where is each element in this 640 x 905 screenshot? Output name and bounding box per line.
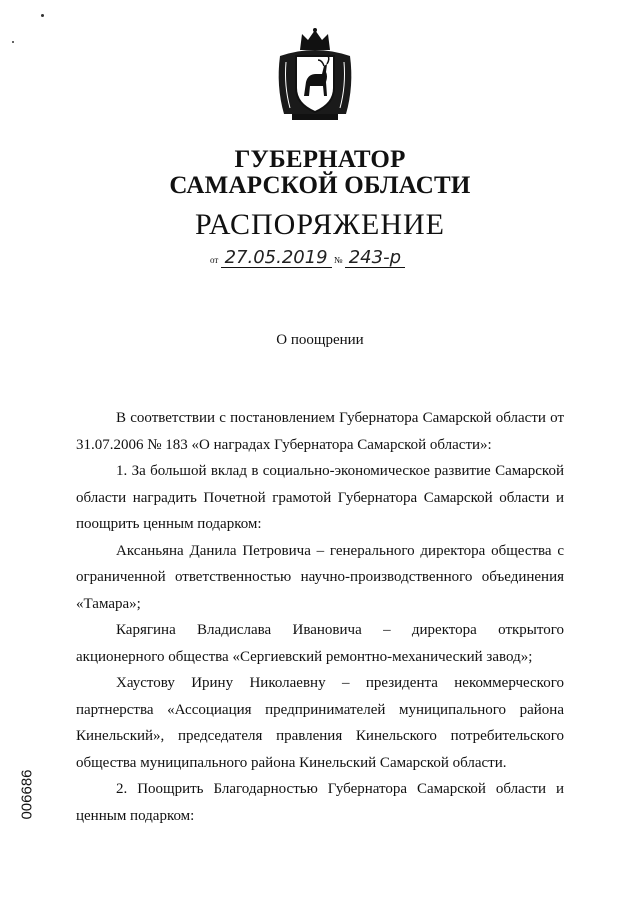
- paragraph-item-2: 2. Поощрить Благодарностью Губернатора Самарской области и ценным подарком:: [76, 781, 564, 824]
- document-number: 243-р: [345, 249, 405, 268]
- serial-number-text: 006686: [18, 769, 36, 820]
- awardee-paragraph: Хаустову Ирину Николаевну – президента некоммерческого партнерства «Ассоциация предпринимателей муниципального района Кинельский», председателя правления Кинельского потребительского общества муниципального района Кинельский Самарской области.: [76, 675, 564, 771]
- samara-coat-of-arms-icon: [272, 26, 358, 126]
- document-type: РАСПОРЯЖЕНИЕ: [194, 208, 446, 241]
- issuer-title-line1: ГУБЕРНАТОР: [234, 146, 406, 173]
- awardee-paragraph: Карягина Владислава Ивановича – директора открытого акционерного общества «Сергиевский ремонтно-механический завод»;: [76, 622, 564, 665]
- scan-speck: [12, 41, 14, 43]
- paragraph-basis: В соответствии с постановлением Губернатора Самарской области от 31.07.2006 № 183 «О наградах Губернатора Самарской области»:: [76, 410, 564, 453]
- issuer-title-line2: САМАРСКОЙ ОБЛАСТИ: [169, 172, 471, 199]
- scan-speck: [41, 14, 44, 17]
- date-number-line: [210, 248, 405, 272]
- date-prefix: от: [210, 255, 219, 265]
- document-date: 27.05.2019: [221, 249, 332, 268]
- number-label: №: [333, 255, 343, 265]
- side-serial-number: [14, 760, 34, 830]
- awardee-paragraph: Аксаньяна Данила Петровича – генерального директора общества с ограниченной ответственностью научно-производственного объединения «Тамара»;: [76, 542, 564, 612]
- document-subject: О поощрении: [276, 332, 364, 348]
- paragraph-item-1: 1. За большой вклад в социально-экономическое развитие Самарской области наградить Почетной грамотой Губернатора Самарской области и поощрить ценным подарком:: [76, 463, 564, 532]
- document-body: [76, 405, 564, 829]
